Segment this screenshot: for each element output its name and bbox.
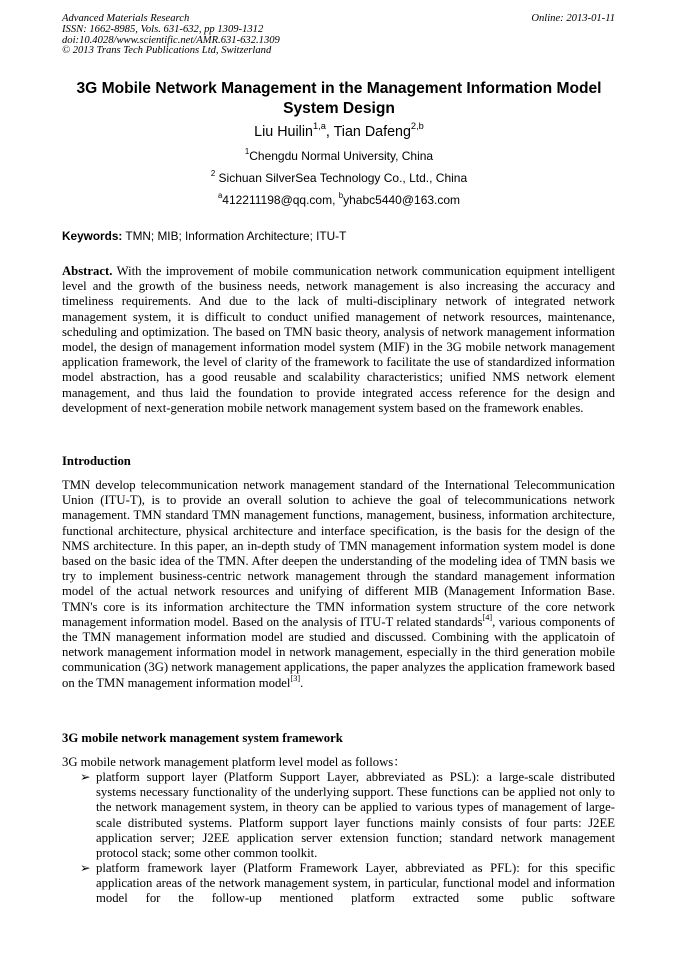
- affiliation-1: [62, 149, 616, 163]
- citation-ref[interactable]: [4]: [482, 612, 493, 622]
- affiliation-marker: 2: [210, 169, 216, 179]
- section-heading-introduction: Introduction: [62, 454, 131, 468]
- affiliation-text: Chengdu Normal University, China: [249, 149, 434, 163]
- section-heading-framework: 3G mobile network management system framework: [62, 731, 343, 745]
- journal-header: [62, 14, 280, 57]
- email-line: [62, 193, 616, 207]
- email-separator: ,: [332, 193, 339, 207]
- author-name: Tian Dafeng: [333, 124, 411, 140]
- journal-name: Advanced Materials Research: [62, 13, 190, 24]
- bullet-item: [80, 861, 615, 907]
- bullet-item: [80, 770, 615, 861]
- email-address[interactable]: 412211198@qq.com: [222, 193, 333, 207]
- keywords: [62, 229, 346, 243]
- doi-line: doi:10.4028/www.scientific.net/AMR.631-632.1309: [62, 34, 280, 46]
- author-affiliation-marker: 2,b: [410, 121, 424, 132]
- paragraph-text: TMN develop telecommunication network management standard of the International Telecommunication Union (ITU-T), is to provide an overall solution to achieve the goal of telecommunications network management. TMN standard TMN management functions, management, business, information architecture, functional architecture, physical architecture and interface specification, is the basis for the design of the NMS architecture. In this paper, an in-depth study of TMN management information system model is done based on the basic idea of the TMN. After deepen the understanding of the modeling idea of TMN basis we try to implement business-centric network management through the standard management information model of the actual network resources and unifying of different MIB (Management Information Base. TMN's core is its information architecture the TMN information system structure of the core network management information model. Based on the analysis of ITU-T related standards: [62, 478, 615, 629]
- issn-line: ISSN: 1662-8985, Vols. 631-632, pp 1309-1312: [62, 23, 264, 35]
- citation-ref[interactable]: [3]: [290, 673, 301, 683]
- email-marker: b: [338, 191, 344, 201]
- affiliation-2: [62, 171, 616, 185]
- paragraph-text: .: [300, 675, 304, 690]
- author-name: Liu Huilin: [254, 124, 313, 140]
- keywords-label: Keywords:: [62, 229, 123, 243]
- affiliation-text: Sichuan SilverSea Technology Co., Ltd., China: [215, 171, 468, 185]
- keywords-list: TMN; MIB; Information Architecture; ITU-T: [122, 229, 347, 243]
- paper-title: 3G Mobile Network Management in the Management Information Model System Design: [76, 80, 602, 117]
- email-address[interactable]: yhabc5440@163.com: [343, 193, 461, 207]
- arrowhead-bullet-icon: ➢: [80, 770, 91, 784]
- introduction-paragraph: [62, 478, 615, 691]
- abstract: [62, 264, 615, 416]
- copyright-line: © 2013 Trans Tech Publications Ltd, Switzerland: [62, 45, 272, 57]
- framework-intro: 3G mobile network management platform level model as follows：: [62, 755, 406, 769]
- paragraph-text: , various components of the TMN management information model are studied and discussed. Combining with the applicatoin of network management information model in network management, especially in the third generation mobile communication (3G) network management applications, the paper analyzes the application framework based on the TMN management information model: [62, 614, 615, 690]
- arrowhead-bullet-icon: ➢: [80, 861, 91, 875]
- bullet-text: platform support layer (Platform Support Layer, abbreviated as PSL): a large-scale distributed systems necessary functionality of the underlying support. These functions can be applied not only to the network management system, in theory can be applied to various types of management of large-scale distributed systems. Platform support layer functions mainly consists of four parts: J2EE application server; J2EE application server extension function; standard network management protocol stack; some other common toolkit.: [96, 770, 615, 861]
- online-date: Online: 2013-01-11: [531, 13, 615, 24]
- bullet-text: platform framework layer (Platform Framework Layer, abbreviated as PFL): for this specific application areas of the network management system, in particular, functional model and information model for the follow-up mentioned platform extracted some public software: [96, 861, 615, 906]
- affiliation-marker: 1: [244, 147, 250, 157]
- abstract-text: With the improvement of mobile communication network communication equipment intelligent level and the growth of the business needs, network management is also increasing the accuracy and timeliness requirements. And due to the lack of multi-disciplinary network of integrated network management system, it is difficult to conduct unified management of network resources, maintenance, scheduling and optimization. The based on TMN basic theory, analysis of network management information model, the design of management information model system (MIF) in the 3G mobile network management application framework, the level of clarity of the framework to facilitate the use of standardized information model abstraction, has a good reusable and scalability characteristics; unified NMS network element management, and thus laid the foundation to provide integrated access reference for the design and development of next-generation mobile network management system based on the framework enables.: [62, 264, 615, 415]
- email-marker: a: [217, 191, 223, 201]
- author-affiliation-marker: 1,a: [312, 121, 326, 132]
- author-separator: ,: [325, 124, 334, 140]
- author-line: [62, 123, 616, 141]
- abstract-label: Abstract.: [62, 264, 113, 278]
